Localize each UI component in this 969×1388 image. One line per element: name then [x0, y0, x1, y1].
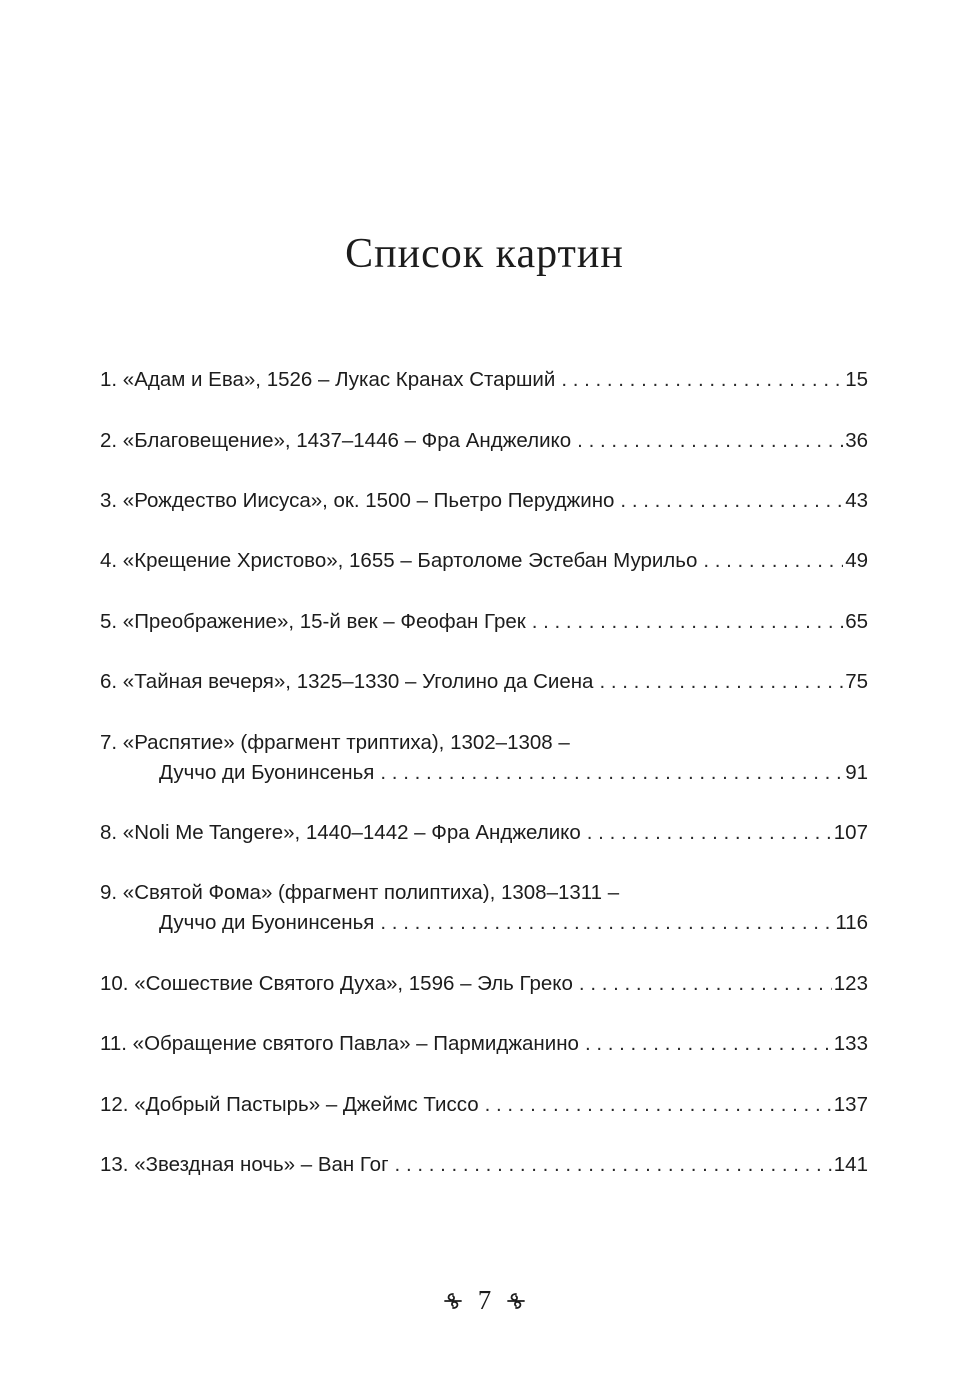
toc-entry-1[interactable]	[100, 365, 868, 395]
toc-entry-title: 9. «Святой Фома» (фрагмент полиптиха), 1308–1311 –	[100, 881, 620, 904]
toc-entry-page: 116	[835, 911, 868, 934]
toc-entry-2[interactable]	[100, 426, 868, 456]
toc-entry-title: 11. «Обращение святого Павла» – Пармиджанино	[100, 1032, 579, 1055]
toc-entry-title: 6. «Тайная вечеря», 1325–1330 – Уголино да Сиена	[100, 670, 594, 693]
toc-entry-page: 15	[845, 368, 868, 391]
dot-leader	[380, 758, 843, 788]
toc-entry-3[interactable]	[100, 486, 868, 516]
dot-leader	[579, 969, 832, 999]
dot-leader	[620, 486, 843, 516]
dot-leader	[532, 607, 843, 637]
dot-leader	[395, 1150, 832, 1180]
toc-entry-title: 10. «Сошествие Святого Духа», 1596 – Эль Греко	[100, 972, 573, 995]
toc-entry-page: 75	[845, 670, 868, 693]
toc-entry-title: 13. «Звездная ночь» – Ван Гог	[100, 1153, 389, 1176]
toc-entry-4[interactable]	[100, 546, 868, 576]
toc-entry-title: 3. «Рождество Иисуса», ок. 1500 – Пьетро Перуджино	[100, 489, 615, 512]
dot-leader	[485, 1090, 832, 1120]
toc-entry-title: 4. «Крещение Христово», 1655 – Бартоломе Эстебан Мурильо	[100, 549, 698, 572]
toc-entry-page: 91	[845, 761, 868, 784]
dot-leader	[703, 546, 843, 576]
toc-entry-page: 43	[845, 489, 868, 512]
toc-entry-6[interactable]	[100, 667, 868, 697]
page-footer	[0, 1285, 969, 1316]
toc-entry-page: 107	[833, 821, 868, 844]
fleuron-icon	[505, 1290, 527, 1312]
toc-entry-13[interactable]	[100, 1150, 868, 1180]
dot-leader	[585, 1029, 832, 1059]
fleuron-icon	[442, 1290, 464, 1312]
toc-entry-title: 1. «Адам и Ева», 1526 – Лукас Кранах Старший	[100, 368, 556, 391]
toc-entry-title: 5. «Преображение», 15-й век – Феофан Грек	[100, 610, 526, 633]
toc-entry-title: 7. «Распятие» (фрагмент триптиха), 1302–1308 –	[100, 731, 570, 754]
dot-leader	[561, 365, 843, 395]
toc-entry-page: 49	[845, 549, 868, 572]
toc-entry-title: 2. «Благовещение», 1437–1446 – Фра Анджелико	[100, 429, 572, 452]
toc-entry-page: 123	[833, 972, 868, 995]
dot-leader	[599, 667, 843, 697]
toc-entry-8[interactable]	[100, 818, 868, 848]
toc-entry-11[interactable]	[100, 1029, 868, 1059]
dot-leader	[380, 908, 833, 938]
toc-entry-7[interactable]	[100, 728, 868, 788]
dot-leader	[577, 426, 843, 456]
toc-entry-title: 12. «Добрый Пастырь» – Джеймс Тиссо	[100, 1093, 479, 1116]
toc-entry-author: Дуччо ди Буонинсенья	[159, 911, 375, 934]
toc-entry-10[interactable]	[100, 969, 868, 999]
page-title: Список картин	[345, 231, 624, 277]
toc-entry-12[interactable]	[100, 1090, 868, 1120]
page-number: 7	[477, 1285, 492, 1315]
toc-entry-9[interactable]	[100, 878, 868, 938]
toc-entry-page: 133	[833, 1032, 868, 1055]
toc-entry-title: 8. «Noli Me Tangere», 1440–1442 – Фра Анджелико	[100, 821, 581, 844]
toc-entry-page: 141	[833, 1153, 868, 1176]
toc-entry-page: 65	[845, 610, 868, 633]
toc-entry-5[interactable]	[100, 607, 868, 637]
dot-leader	[587, 818, 832, 848]
toc-entry-author: Дуччо ди Буонинсенья	[159, 761, 375, 784]
toc-entry-page: 36	[845, 429, 868, 452]
toc-entry-page: 137	[833, 1093, 868, 1116]
